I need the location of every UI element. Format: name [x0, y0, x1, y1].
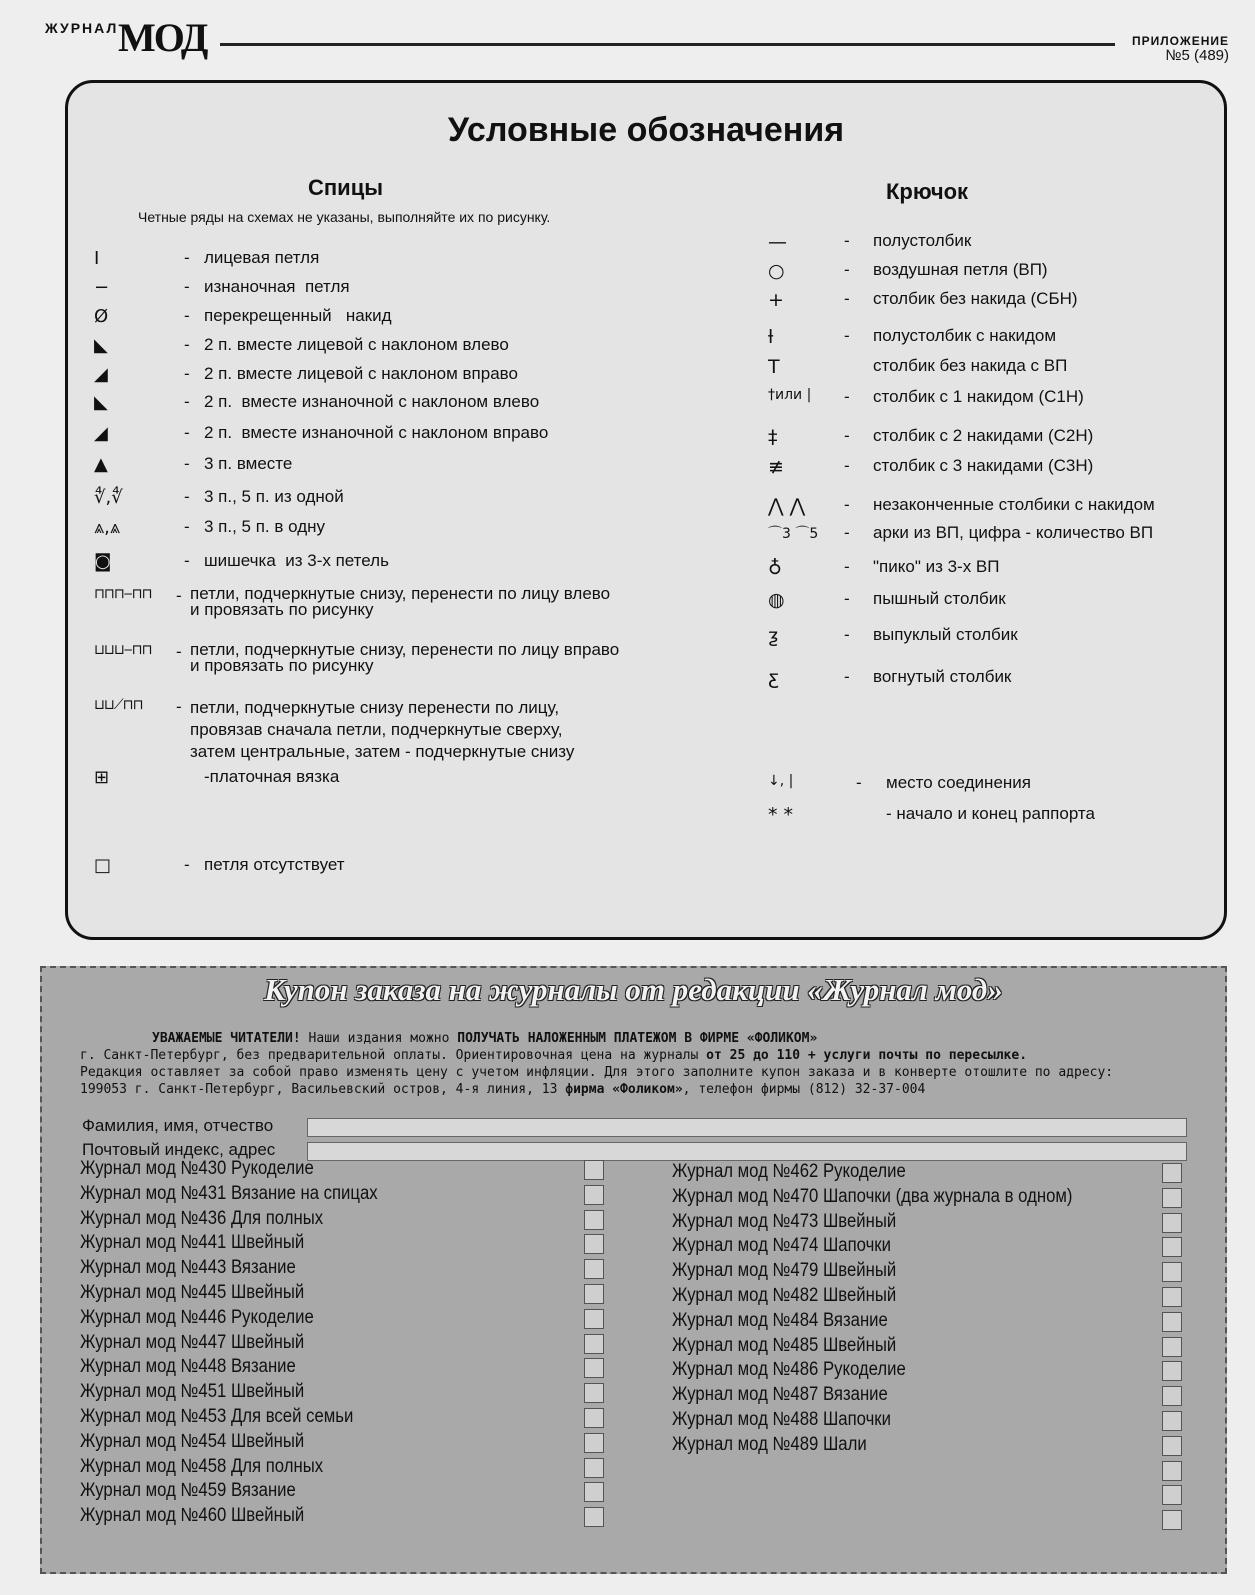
magazine-item-label: Журнал мод №462 Рукоделие [672, 1161, 906, 1182]
magazine-checkbox[interactable] [1162, 1510, 1182, 1530]
coupon-price: от 25 до 110 + услуги почты по пересылке. [706, 1048, 1028, 1063]
magazine-item-label: Журнал мод №436 Для полных [80, 1207, 324, 1229]
knit-symbol-icon: ◣ [94, 335, 108, 356]
knit-legend-text: петли, подчеркнутые снизу, перенести по лицу влево и провязать по рисунку [190, 584, 611, 619]
crochet-symbol-icon: ƹ [768, 667, 779, 689]
magazine-item-label: Журнал мод №446 Рукоделие [80, 1306, 314, 1328]
crochet-symbol-icon: ƺ [768, 625, 778, 647]
magazine-checkbox[interactable] [584, 1482, 604, 1502]
knit-legend-text: 2 п. вместе изнаночной с наклоном вправо [204, 423, 549, 442]
knit-symbol-icon: □ [94, 855, 112, 876]
knit-symbol-icon: − [94, 277, 110, 298]
crochet-legend-text: "пико" из 3-х ВП [873, 557, 1000, 576]
knit-symbol-icon: Ø [94, 306, 109, 327]
coupon-greeting: УВАЖАЕМЫЕ ЧИТАТЕЛИ! [152, 1031, 301, 1046]
coupon-phone: , телефон фирмы (812) 32-37-004 [682, 1082, 926, 1097]
magazine-item-label: Журнал мод №459 Вязание [80, 1480, 296, 1502]
coupon-address: 199053 г. Санкт-Петербург, Васильевский остров, 4-я линия, 13 [80, 1082, 566, 1097]
magazine-item-label: Журнал мод №460 Швейный [80, 1505, 305, 1527]
coupon-text-2: г. Санкт-Петербург, без предварительной оплаты. Ориентировочная цена на журналы [80, 1048, 707, 1063]
legend-dash: - [844, 387, 850, 406]
legend-dash: - [176, 642, 182, 661]
name-field[interactable] [307, 1118, 1187, 1137]
knit-symbol-icon: ⊔⊔⟋⊓⊓ [94, 697, 143, 713]
legend-dash: - [844, 231, 850, 250]
legend-dash: - [856, 773, 862, 792]
legend-dash: - [844, 260, 850, 279]
crochet-legend-text: незаконченные столбики с накидом [873, 495, 1155, 514]
crochet-symbol-icon: ○ [768, 260, 785, 282]
magazine-item-label: Журнал мод №454 Швейный [80, 1430, 305, 1452]
supplement-label: ПРИЛОЖЕНИЕ [1132, 34, 1229, 48]
page-header [0, 0, 1255, 80]
magazine-checkbox[interactable] [584, 1507, 604, 1527]
knit-legend-text: -платочная вязка [204, 767, 340, 786]
crochet-symbol-icon: ≢ [768, 456, 784, 478]
knit-legend-text: лицевая петля [204, 248, 320, 267]
legend-dash: - [184, 277, 190, 296]
magazine-checkbox[interactable] [1162, 1262, 1182, 1282]
coupon-firm: фирма «Фоликом» [565, 1082, 683, 1097]
legend-dash: - [176, 697, 182, 716]
crochet-symbol-icon: ♁ [768, 557, 782, 579]
legend-dash: - [844, 495, 850, 514]
crochet-symbol-icon: Т [768, 356, 780, 378]
legend-title: Условные обозначения [447, 111, 845, 149]
coupon-text-3: Редакция оставляет за собой право изменять цену с учетом инфляции. Для этого заполните купон заказа и в конверте отошлите по адресу: [80, 1065, 1114, 1080]
crochet-symbol-icon: ↓, | [768, 773, 794, 789]
magazine-item-label: Журнал мод №453 Для всей семьи [80, 1406, 354, 1427]
crochet-legend-text: выпуклый столбик [873, 625, 1018, 644]
magazine-checkbox[interactable] [1162, 1361, 1182, 1381]
crochet-legend-text: место соединения [886, 773, 1031, 792]
magazine-checkbox[interactable] [584, 1383, 604, 1403]
crochet-legend-text: вогнутый столбик [873, 667, 1012, 686]
magazine-item-label: Журнал мод №447 Швейный [80, 1331, 305, 1353]
magazine-item-label: Журнал мод №479 Швейный [672, 1260, 897, 1282]
knit-legend-text: петли, подчеркнутые снизу перенести по лицу, провязав сначала петли, подчеркнутые сверху, затем центральные, затем - подчеркнутые снизу [190, 698, 575, 761]
knit-legend-text: петли, подчеркнутые снизу, перенести по лицу вправо и провязать по рисунку [190, 640, 620, 675]
crochet-symbol-icon: — [768, 231, 787, 253]
brand-logo: МОД [118, 15, 207, 60]
legend-dash: - [844, 589, 850, 608]
crochet-legend-text: - начало и конец раппорта [886, 804, 1095, 823]
magazine-checkbox[interactable] [584, 1284, 604, 1304]
legend-dash: - [844, 523, 850, 542]
magazine-item-label: Журнал мод №473 Швейный [672, 1210, 897, 1232]
magazine-checkbox[interactable] [1162, 1163, 1182, 1183]
legend-dash: - [844, 557, 850, 576]
crochet-legend-text: столбик без накида с ВП [873, 356, 1068, 375]
knit-symbol-icon: ∜,∜ [94, 487, 123, 508]
magazine-checkbox[interactable] [1162, 1188, 1182, 1208]
magazine-checkbox[interactable] [584, 1309, 604, 1329]
magazine-checkbox[interactable] [584, 1358, 604, 1378]
magazine-checkbox[interactable] [1162, 1386, 1182, 1406]
legend-dash: - [184, 517, 190, 536]
knit-legend-text: изнаночная петля [204, 277, 350, 296]
legend-dash: - [184, 454, 190, 473]
magazine-checkbox[interactable] [1162, 1287, 1182, 1307]
magazine-item-label: Журнал мод №484 Вязание [672, 1309, 888, 1331]
magazine-item-label: Журнал мод №458 Для полных [80, 1455, 324, 1477]
knit-symbol-icon: ⊓⊓⊓‒⊓⊓ [94, 586, 152, 602]
legend-dash: - [184, 855, 190, 874]
header-rule [220, 43, 1115, 46]
magazine-item-label: Журнал мод №431 Вязание на спицах [80, 1182, 378, 1204]
issue-number: №5 (489) [1165, 47, 1229, 64]
crochet-symbol-icon: ƚ [768, 326, 774, 348]
knit-legend-text: 2 п. вместе изнаночной с наклоном влево [204, 392, 540, 411]
legend-dash: - [176, 586, 182, 605]
magazine-item-label: Журнал мод №441 Швейный [80, 1232, 305, 1254]
legend-panel [65, 80, 1227, 940]
magazine-item-label: Журнал мод №488 Шапочки [672, 1409, 891, 1430]
legend-dash: - [844, 625, 850, 644]
legend-dash: - [844, 426, 850, 445]
legend-dash: - [844, 456, 850, 475]
magazine-checkbox[interactable] [584, 1334, 604, 1354]
magazine-checkbox[interactable] [584, 1259, 604, 1279]
magazine-checkbox[interactable] [1162, 1485, 1182, 1505]
magazine-checkbox[interactable] [1162, 1411, 1182, 1431]
knit-legend-text: шишечка из 3-х петель [204, 551, 389, 570]
knit-symbol-icon: ⊔⊔⊔‒⊓⊓ [94, 642, 152, 658]
crochet-symbol-icon: †или | [768, 387, 812, 403]
legend-dash: - [844, 667, 850, 686]
knit-column-title: Спицы [308, 175, 384, 200]
crochet-column-title: Крючок [886, 179, 969, 204]
magazine-checkbox[interactable] [584, 1408, 604, 1428]
knit-symbol-icon: ◢ [94, 423, 108, 444]
legend-dash: - [184, 364, 190, 383]
magazine-item-label: Журнал мод №474 Шапочки [672, 1235, 891, 1257]
crochet-legend-text: столбик с 3 накидами (С3Н) [873, 456, 1094, 475]
crochet-symbol-icon: ◍ [768, 589, 785, 611]
order-coupon [40, 966, 1227, 1574]
knit-legend-text: петля отсутствует [204, 855, 345, 874]
crochet-legend-text: арки из ВП, цифра - количество ВП [873, 523, 1154, 542]
knit-legend-text: 2 п. вместе лицевой с наклоном вправо [204, 364, 518, 383]
legend-dash: - [184, 392, 190, 411]
knit-symbol-icon: ⊞ [94, 767, 110, 788]
magazine-item-label: Журнал мод №482 Швейный [672, 1285, 897, 1306]
coupon-title: Купон заказа на журналы от редакции «Журнал мод» [264, 972, 1003, 1007]
crochet-legend-text: воздушная петля (ВП) [873, 260, 1048, 279]
legend-dash: - [844, 326, 850, 345]
legend-dash: - [184, 423, 190, 442]
legend-dash: - [184, 487, 190, 506]
legend-dash: - [844, 289, 850, 308]
magazine-item-label: Журнал мод №487 Вязание [672, 1384, 888, 1406]
legend-dash: - [184, 335, 190, 354]
magazine-checkbox[interactable] [584, 1160, 604, 1180]
crochet-legend-text: пышный столбик [873, 589, 1006, 608]
coupon-intro [80, 1030, 1200, 1098]
legend-note: Четные ряды на схемах не указаны, выполняйте их по рисунку. [138, 209, 551, 225]
crochet-symbol-icon: * * [768, 804, 794, 826]
coupon-text-1: Наши издания можно [300, 1031, 458, 1046]
legend-dash: - [184, 306, 190, 325]
magazine-item-label: Журнал мод №486 Рукоделие [672, 1359, 906, 1381]
magazine-checkbox[interactable] [584, 1458, 604, 1478]
magazine-checkbox[interactable] [1162, 1213, 1182, 1233]
coupon-text-1-bold: ПОЛУЧАТЬ НАЛОЖЕННЫМ ПЛАТЕЖОМ В ФИРМЕ «ФОЛИКОМ» [457, 1031, 818, 1046]
knit-legend-text: 3 п., 5 п. в одну [204, 517, 326, 536]
magazine-checkbox[interactable] [584, 1433, 604, 1453]
crochet-symbol-icon: + [768, 289, 784, 311]
magazine-item-label: Журнал мод №451 Швейный [80, 1381, 305, 1403]
magazine-checkbox[interactable] [1162, 1312, 1182, 1332]
magazine-checkbox[interactable] [1162, 1337, 1182, 1357]
magazine-item-label: Журнал мод №445 Швейный [80, 1282, 305, 1303]
knit-symbol-icon: ◢ [94, 364, 108, 385]
brand-small: ЖУРНАЛ [45, 20, 119, 36]
magazine-checkbox[interactable] [584, 1210, 604, 1230]
legend-dash: - [184, 248, 190, 267]
magazine-checkbox[interactable] [584, 1185, 604, 1205]
crochet-legend-text: полустолбик [873, 231, 972, 250]
crochet-legend-text: столбик с 1 накидом (С1Н) [873, 387, 1084, 406]
address-field[interactable] [307, 1142, 1187, 1161]
magazine-checkbox[interactable] [584, 1234, 604, 1254]
magazine-item-label: Журнал мод №448 Вязание [80, 1356, 296, 1378]
knit-symbol-icon: ◙ [94, 551, 112, 572]
legend-dash: - [184, 551, 190, 570]
magazine-checkbox[interactable] [1162, 1461, 1182, 1481]
magazine-item-label: Журнал мод №485 Швейный [672, 1334, 897, 1356]
crochet-legend-text: полустолбик с накидом [873, 326, 1057, 345]
knit-legend-text: 3 п. вместе [204, 454, 293, 473]
crochet-symbol-icon: ‡ [768, 426, 778, 448]
knit-legend-text: 2 п. вместе лицевой с наклоном влево [204, 335, 509, 354]
knit-symbol-icon: I [94, 248, 100, 269]
magazine-item-label: Журнал мод №470 Шапочки (два журнала в одном) [672, 1185, 1073, 1207]
magazine-item-label: Журнал мод №443 Вязание [80, 1257, 296, 1279]
crochet-symbol-icon: ⋀ ⋀ [768, 495, 806, 517]
magazine-item-label: Журнал мод №430 Рукоделие [80, 1158, 314, 1179]
crochet-legend-text: столбик с 2 накидами (С2Н) [873, 426, 1094, 445]
address-field-label: Почтовый индекс, адрес [82, 1140, 276, 1159]
magazine-checkbox[interactable] [1162, 1237, 1182, 1257]
knit-legend-text: 3 п., 5 п. из одной [204, 487, 344, 506]
crochet-symbol-icon: ⌒3 ⌒5 [768, 526, 819, 542]
name-field-label: Фамилия, имя, отчество [82, 1116, 274, 1135]
knit-symbol-icon: ◣ [94, 392, 108, 413]
knit-symbol-icon: ▲ [94, 454, 108, 475]
knit-legend-text: перекрещенный накид [204, 306, 392, 325]
knit-symbol-icon: ⩓,⩓ [94, 517, 121, 538]
magazine-checkbox[interactable] [1162, 1436, 1182, 1456]
magazine-item-label: Журнал мод №489 Шали [672, 1433, 867, 1455]
crochet-legend-text: столбик без накида (СБН) [873, 289, 1078, 308]
